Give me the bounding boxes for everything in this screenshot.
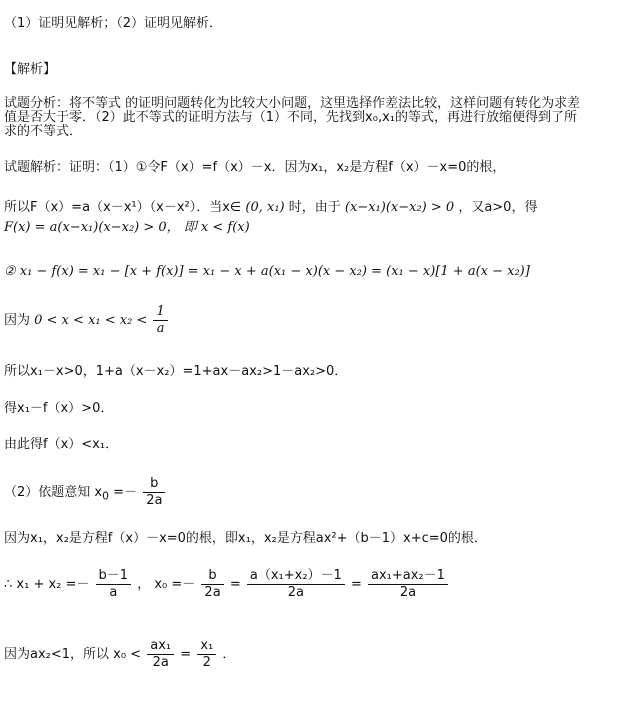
x0-fraction-3-num: ax₁+ax₂－1 [368,568,448,585]
step2-text-c: 时，由于 [288,200,341,215]
part2-fraction-den: 2a [146,493,163,508]
final-fraction-2-num: x₁ [197,638,216,655]
step5-inequality: 0 < x < x₁ < x₂ < [34,313,148,328]
solution-step-5 [4,304,170,337]
x0-fraction-2-num: a（x₁+x₂）－1 [247,568,345,585]
step5-fraction [153,304,167,337]
solution-step-1: 试题解析：证明：（1）①令F（x）=f（x）－x．因为x₁，x₂是方程f（x）－x=0的根， [4,160,506,175]
x0-equals-1: = [229,577,241,592]
step5-prefix: 因为 [4,313,31,328]
sum-fraction-den: a [109,585,118,600]
x0-fraction-2 [247,568,345,601]
final-fraction-1 [147,638,174,671]
x0-fraction-1-num: b [201,568,223,585]
step2-interval: (0, x₁) [245,200,285,215]
x0-lhs: ， x₀ =－ [137,577,196,592]
final-fraction-2 [197,638,216,671]
solution-step-7: 得x₁－f（x）>0． [4,401,114,416]
x0-fraction-3 [368,568,448,601]
final-period: ． [222,647,236,662]
final-fraction-1-den: 2a [152,655,169,670]
final-equals: = [180,647,192,662]
step5-fraction-num: 1 [153,304,167,321]
final-fraction-1-num: ax₁ [147,638,174,655]
answer-line: （1）证明见解析；（2）证明见解析． [4,16,223,31]
final-fraction-2-den: 2 [202,655,211,670]
step2-text-e: ，又a>0，得 [458,200,538,215]
part2-fraction [143,476,165,509]
step5-fraction-den: a [156,321,165,336]
part2-prefix: （2）依题意知 x [4,485,103,500]
part2-equals: =－ [113,485,138,500]
analysis-line-2: 值是否大于零．（2）此不等式的证明方法与（1）不同，先找到x₀,x₁的等式，再进行放缩便得到了所 [4,110,577,125]
solution-step-4: ② x₁ − f(x) = x₁ − [x + f(x)] = x₁ − x + a(x₁ − x)(x − x₂) = (x₁ − x)[1 + a(x − x₂)] [4,264,530,279]
analysis-line-1: 试题分析：将不等式 的证明问题转化为比较大小问题，这里选择作差法比较，这样问题有转化为求差 [4,96,581,111]
solution-step-2 [4,200,537,216]
x0-fraction-1 [201,568,223,601]
solution-step-8: 由此得f（x）<x₁． [4,437,119,452]
sum-fraction [96,568,132,601]
analysis-line-3: 求的不等式． [4,124,83,139]
solution-step-3: F(x) = a(x−x₁)(x−x₂) > 0， 即 x < f(x) [4,220,250,235]
final-line [4,638,235,671]
sum-lhs: ∴ x₁ + x₂ =－ [4,577,90,592]
final-prefix: 因为ax₂<1，所以 x₀ < [4,647,142,662]
x0-equals-2: = [350,577,362,592]
x0-fraction-2-den: 2a [287,585,304,600]
part2-subscript: 0 [102,489,109,503]
part2-fraction-num: b [143,476,165,493]
sum-fraction-num: b－1 [96,568,132,585]
part2-line [4,476,167,509]
x0-fraction-1-den: 2a [204,585,221,600]
step2-product: (x−x₁)(x−x₂) > 0 [344,200,455,215]
sum-and-x0-line [4,568,450,601]
analysis-heading: 【解析】 [4,62,57,77]
step2-text-a: 所以F（x）=a（x－x¹）（x－x²）．当x∈ [4,200,242,215]
solution-step-6: 所以x₁－x>0，1+a（x－x₂）=1+ax－ax₂>1－ax₂>0． [4,364,348,379]
solution-step-9: 因为x₁，x₂是方程f（x）－x=0的根，即x₁，x₂是方程ax²+（b－1）x+c=0的根． [4,531,487,546]
x0-fraction-3-den: 2a [399,585,417,600]
